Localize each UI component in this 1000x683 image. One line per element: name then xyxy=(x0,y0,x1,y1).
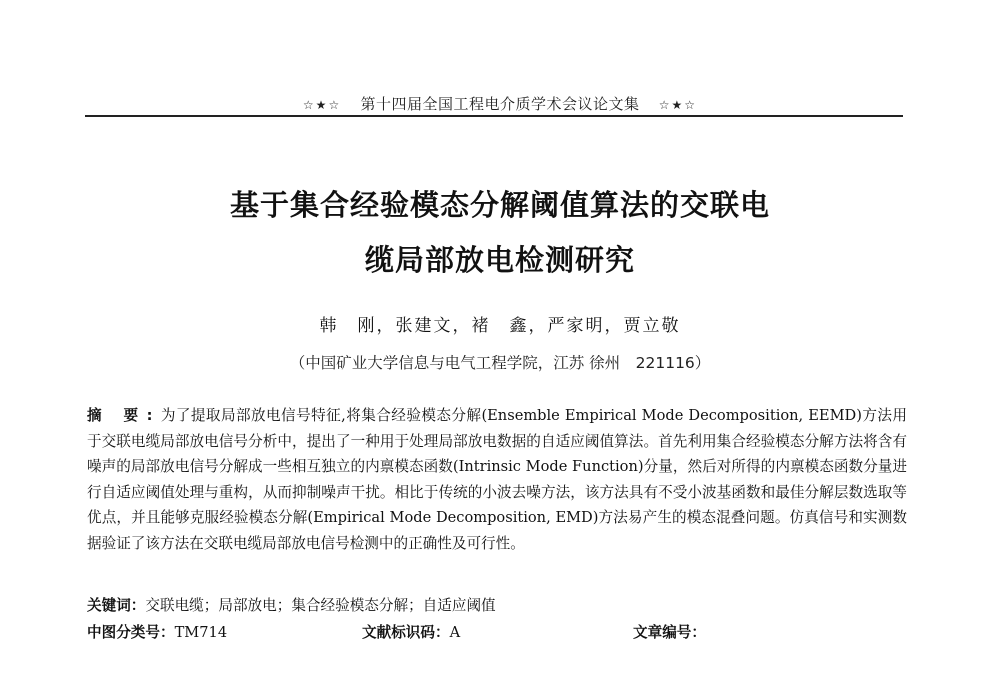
abstract xyxy=(87,403,907,556)
article-no-label: 文章编号： xyxy=(633,624,706,641)
abstract-text: 为了提取局部放电信号特征,将集合经验模态分解(Ensemble Empirical Mode Decomposition, EEMD)方法用于交联电缆局部放电信号分析中，提出了一种用于处理局部放电数据的自适应阈值算法。首先利用集合经验模态分解方法将含有噪声的局部放电信号分解成一些相互独立的内禀模态函数(Intrinsic Mode Function)分量，然后对所得的内禀模态函数分量进行自适应阈值处理与重构，从而抑制噪声干扰。相比于传统的小波去噪方法，该方法具有不受小波基函数和最佳分解层数选取等优点，并且能够克服经验模态分解(Empirical Mode Decomposition, EMD)方法易产生的模态混叠问题。仿真信号和实测数据验证了该方法在交联电缆局部放电信号检测中的正确性及可行性。 xyxy=(87,407,907,552)
doc-code-value: A xyxy=(449,624,461,641)
affiliation: （中国矿业大学信息与电气工程学院，江苏 徐州 221116） xyxy=(289,354,711,372)
star-ornament-icon: ☆★☆ xyxy=(658,98,698,112)
keywords-text: 交联电缆；局部放电；集合经验模态分解；自适应阈值 xyxy=(145,597,496,614)
clc-value: TM714 xyxy=(174,624,228,641)
paper-title-line-1: 基于集合经验模态分解阈值算法的交联电 xyxy=(229,188,770,222)
clc-label: 中图分类号： xyxy=(87,624,175,641)
paper-title-line-2: 缆局部放电检测研究 xyxy=(364,243,635,277)
header-rule xyxy=(85,115,903,117)
running-head xyxy=(0,93,1000,114)
document-code xyxy=(362,621,460,642)
abstract-label: 摘 要: xyxy=(87,407,161,424)
article-number xyxy=(633,621,706,642)
clc-number xyxy=(87,621,227,642)
proceedings-title: 第十四届全国工程电介质学术会议论文集 xyxy=(360,95,640,113)
star-ornament-icon: ☆★☆ xyxy=(302,98,342,112)
doc-code-label: 文献标识码： xyxy=(362,624,450,641)
author-list: 韩 刚，张建文，褚 鑫，严家明，贾立敬 xyxy=(319,316,681,336)
keywords-label: 关键词： xyxy=(87,597,146,614)
keywords xyxy=(87,594,496,615)
